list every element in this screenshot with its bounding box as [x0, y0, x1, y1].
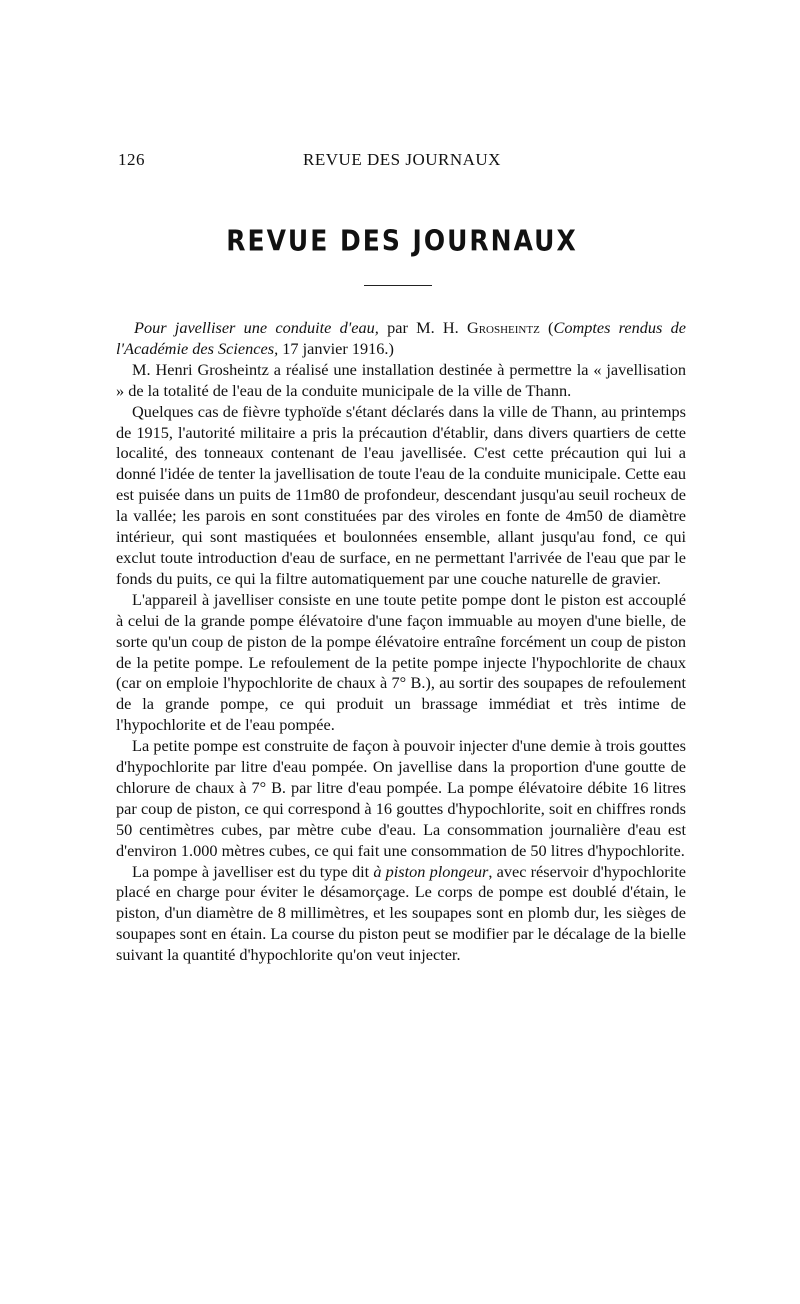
paragraph-2: Quelques cas de fièvre typhoïde s'étant déclarés dans la ville de Thann, au printemps de 1915, l'autorité militaire a pris la précaution d'établir, dans divers quartiers de cette localité, des tonneaux contenant de l'eau javellisée. C'est cette précaution qui lui a donné l'idée de tenter la javellisation de toute l'eau de la conduite municipale. Cette eau est puisée dans un puits de 11m80 de profondeur, descendant jusqu'au seuil rocheux de la vallée; les parois en sont constituées par des viroles en fonte de 4m50 de diamètre intérieur, qui sont mastiquées et boulonnées ensemble, allant jusqu'au fond, ce qui exclut toute introduction d'eau de surface, en ne permettant l'arrivée de l'eau que par le fonds du puits, ce qui la filtre automatiquement par une couche naturelle de gravier.: [116, 401, 686, 588]
article-title: Pour javelliser une conduite d'eau,: [134, 318, 379, 337]
section-title: REVUE DES JOURNAUX: [226, 223, 578, 258]
article-source-open: (: [539, 318, 554, 337]
article-by: par M. H.: [378, 318, 467, 337]
article-source: Comptes rendus de l'Académie des Sciences,: [116, 318, 686, 358]
running-head: [118, 150, 686, 174]
paragraph-5-italic: à piston plongeur: [373, 861, 489, 881]
article-author: Grosheintz: [466, 318, 540, 337]
paragraph-3: L'appareil à javelliser consiste en une toute petite pompe dont le piston est accouplé à celui de la grande pompe élévatoire d'une façon immuable au moyen d'une bielle, de sorte qu'un coup de piston de la pompe élévatoire entraîne forcément un coup de piston de la petite pompe. Le refoulement de la petite pompe injecte l'hypochlorite de chaux (car on emploie l'hypochlorite de chaux à 7° B.), au sortir des soupapes de refoulement de la grande pompe, ce qui produit un brassage immédiat et très intime de l'hypochlorite et de l'eau pompée.: [116, 589, 686, 735]
title-rule-divider: [364, 285, 432, 286]
article-source-date: 17 janvier 1916.): [278, 338, 394, 358]
paragraph-4: La petite pompe est construite de façon à pouvoir injecter d'une demie à trois gouttes d'hypochlorite par litre d'eau pompée. On javellise dans la proportion d'une goutte de chlorure de chaux à 7° B. par litre d'eau pompée. La pompe élévatoire débite 16 litres par coup de piston, ce qui correspond à 16 gouttes d'hypochlorite, soit en chiffres ronds 50 centimètres cubes, par mètre cube d'eau. La consommation journalière d'eau est d'environ 1.000 mètres cubes, ce qui fait une consommation de 50 litres d'hypochlorite.: [116, 736, 686, 860]
paragraph-5: [116, 862, 686, 967]
article-body: [116, 318, 686, 966]
running-title: REVUE DES JOURNAUX: [303, 150, 501, 169]
page-number: 126: [118, 150, 145, 169]
article-heading-paragraph: [116, 318, 686, 360]
paragraph-1: M. Henri Grosheintz a réalisé une installation destinée à permettre la « javellisation » de la totalité de l'eau de la conduite municipale de la ville de Thann.: [116, 359, 686, 400]
paragraph-5-end: , avec réservoir d'hypochlorite placé en charge pour éviter le désamorçage. Le corps de pompe est doublé d'étain, le piston, d'un diamètre de 8 millimètres, et les soupapes sont en plomb dur, les sièges de soupapes sont en étain. La course du piston peut se modifier par le décalage de la bielle suivant la quantité d'hypochlorite qu'on veut injecter.: [116, 861, 687, 965]
paragraph-5-start: La pompe à javelliser est du type dit: [132, 861, 374, 881]
